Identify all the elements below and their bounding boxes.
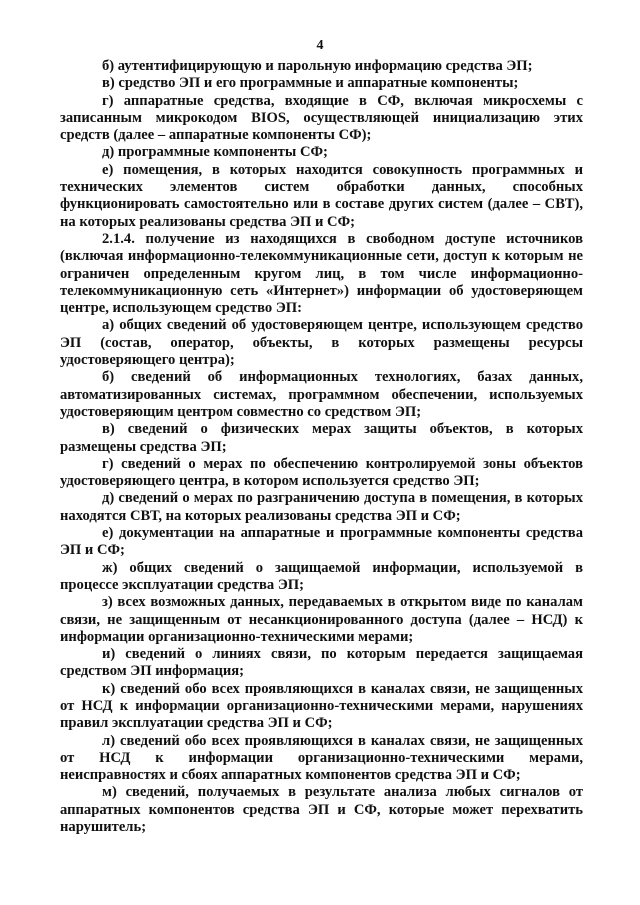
paragraph-d2: д) сведений о мерах по разграничению доступа в помещения, в которых находятся СВТ, на которых реализованы средства ЭП и СФ;: [60, 490, 583, 524]
paragraph-i: и) сведений о линиях связи, по которым передается защищаемая средством ЭП информация;: [60, 646, 583, 680]
paragraph-k: к) сведений обо всех проявляющихся в каналах связи, не защищенных от НСД к информации организационно-техническими мерами, нарушениях правил эксплуатации средства ЭП и СФ;: [60, 680, 583, 732]
paragraph-l: л) сведений обо всех проявляющихся в каналах связи, не защищенных от НСД к информации организационно-техническими мерами, неисправностях и сбоях аппаратных компонентов средства ЭП и СФ;: [60, 732, 583, 784]
paragraph-d: д) программные компоненты СФ;: [102, 144, 328, 161]
paragraph-b: б) аутентифицирующую и парольную информацию средства ЭП;: [102, 58, 533, 74]
paragraph-v: в) средство ЭП и его программные и аппаратные компоненты;: [102, 75, 519, 92]
paragraph-g2: г) сведений о мерах по обеспечению контролируемой зоны объектов удостоверяющего центра, в котором используется средство ЭП;: [60, 455, 583, 490]
paragraph-a: а) общих сведений об удостоверяющем центре, использующем средство ЭП (состав, оператор, объекты, в которых размещены ресурсы удостоверяющего центра);: [60, 317, 583, 369]
paragraph-z: з) всех возможных данных, передаваемых в открытом виде по каналам связи, не защищенным от несанкционированного доступа (далее – НСД) к информации организационно-техническими мерами;: [60, 594, 583, 645]
paragraph-e: е) помещения, в которых находится совокупность программных и технических элементов систем обработки данных, способных функционировать самостоятельно или в составе других систем (далее – СВТ), на которых реализованы средства ЭП и СФ;: [60, 161, 583, 230]
paragraph-e2: е) документации на аппаратные и программные компоненты средства ЭП и СФ;: [60, 525, 583, 559]
paragraph-g: г) аппаратные средства, входящие в СФ, включая микросхемы с записанным микрокодом BIOS, осуществляющей инициализацию этих средств (далее – аппаратные компоненты СФ);: [60, 92, 583, 144]
paragraph-2-1-4: 2.1.4. получение из находящихся в свободном доступе источников (включая информационно-телекоммуникационные сети, доступ к которым не ограничен определенным кругом лиц, в том числе информационно-телекоммуникационную сеть «Интернет») информации об удостоверяющем центре, использующем средство ЭП:: [60, 230, 583, 317]
paragraph-zh: ж) общих сведений о защищаемой информации, используемой в процессе эксплуатации средства ЭП;: [60, 559, 583, 593]
paragraph-m: м) сведений, получаемых в результате анализа любых сигналов от аппаратных компонентов средства ЭП и СФ, которые может перехватить нарушитель;: [60, 784, 583, 836]
paragraph-v2: в) сведений о физических мерах защиты объектов, в которых размещены средства ЭП;: [60, 421, 583, 455]
page-number: 4: [316, 38, 324, 53]
paragraph-b2: б) сведений об информационных технологиях, базах данных, автоматизированных системах, программном обеспечении, используемых удостоверяющим центром совместно со средством ЭП;: [60, 369, 583, 420]
document-body: [60, 58, 583, 836]
